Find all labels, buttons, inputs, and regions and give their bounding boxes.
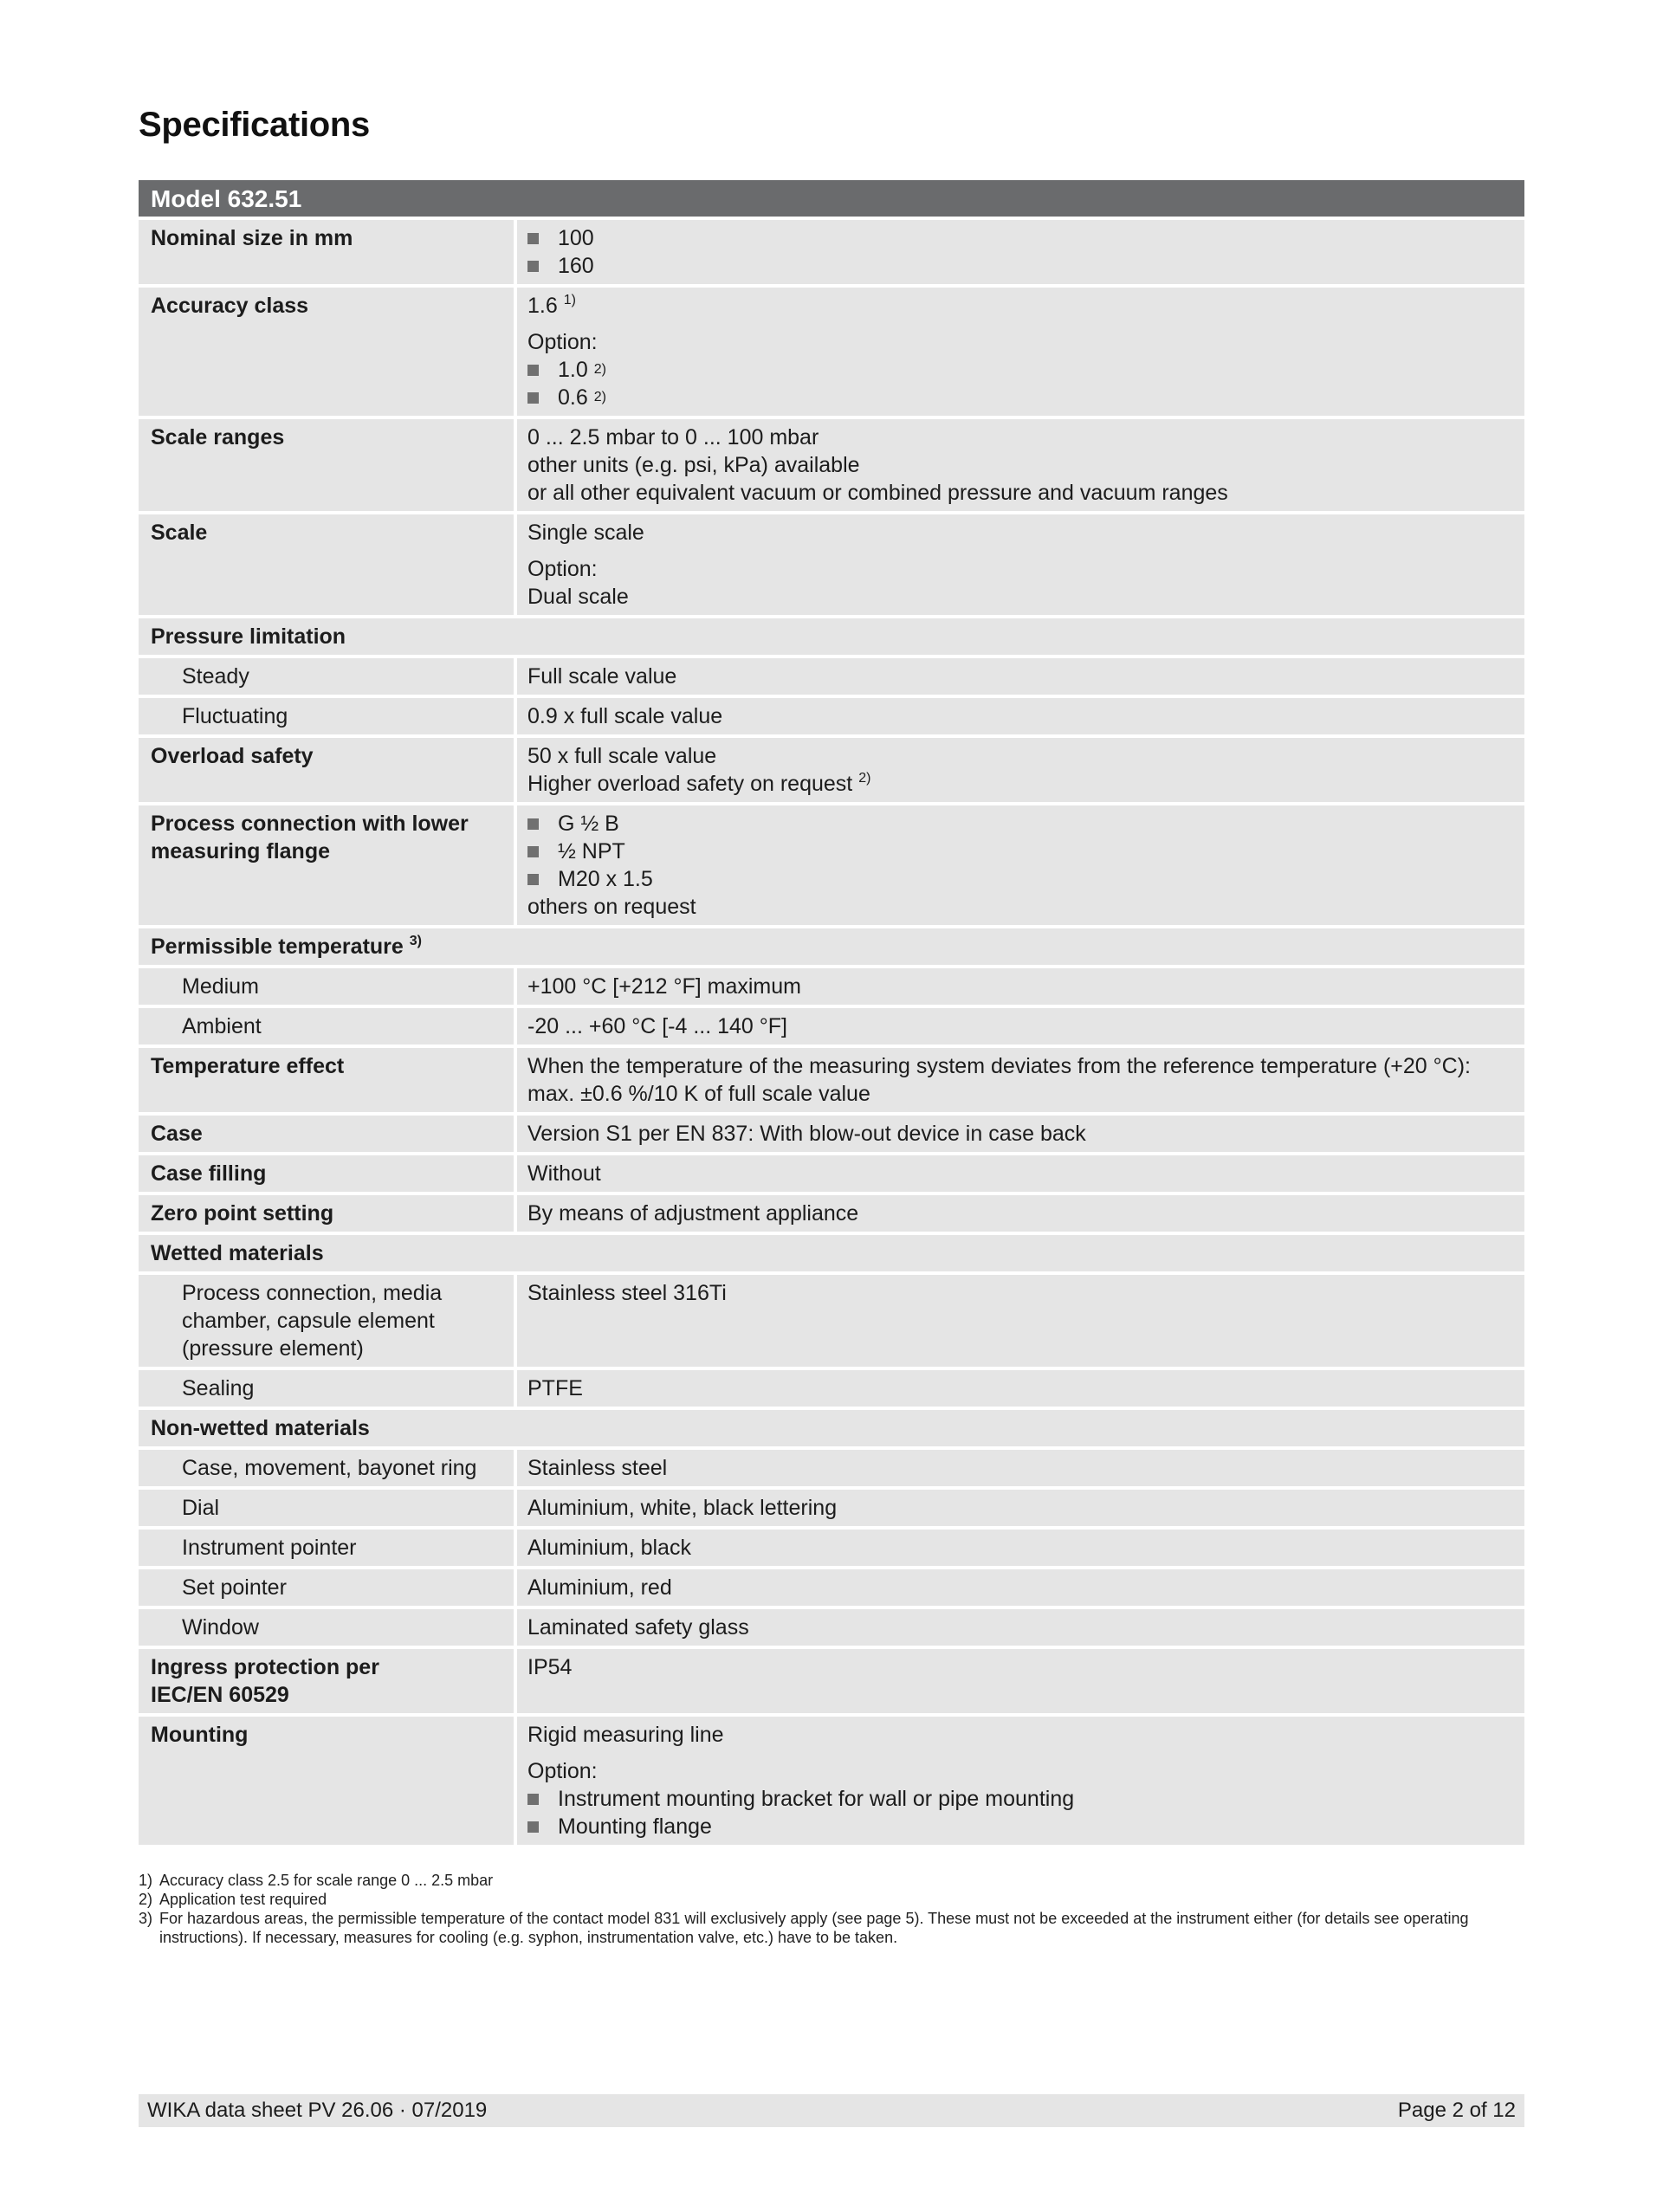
spec-row-set-pointer [139, 1569, 1524, 1606]
list-item [527, 252, 1512, 280]
bullet-square-icon [527, 1821, 539, 1833]
spec-row-case-filling [139, 1155, 1524, 1192]
model-header: Model 632.51 [139, 180, 1524, 217]
spec-row-zero-point-setting [139, 1195, 1524, 1232]
spec-row-fluctuating [139, 698, 1524, 734]
footer-document-id: WIKA data sheet PV 26.06 · 07/2019 [147, 2099, 488, 2122]
footnote-text: Application test required [159, 1891, 327, 1908]
footnotes [139, 1871, 1524, 1947]
option-label: Option: [527, 1759, 598, 1783]
spec-label: Zero point setting [139, 1195, 514, 1232]
spec-row-pressure-limitation [139, 618, 1524, 655]
specifications-table [139, 180, 1524, 1848]
list-item-text: G ½ B [558, 812, 619, 836]
spec-label: Case [139, 1116, 514, 1152]
bullet-square-icon [527, 392, 539, 404]
footnote-ref: 1) [563, 293, 576, 307]
spec-value: PTFE [517, 1370, 1524, 1407]
bullet-square-icon [527, 874, 539, 885]
spec-label: Accuracy class [139, 288, 514, 416]
spec-sublabel: Ambient [139, 1008, 514, 1045]
spec-sublabel: Instrument pointer [139, 1530, 514, 1566]
spec-sublabel: Sealing [139, 1370, 514, 1407]
spec-value: +100 °C [+212 °F] maximum [517, 968, 1524, 1005]
spec-sublabel: Case, movement, bayonet ring [139, 1450, 514, 1486]
value-line: 50 x full scale value [527, 744, 717, 768]
spec-value [517, 220, 1524, 284]
list-item [527, 810, 1512, 838]
spec-sublabel: Set pointer [139, 1569, 514, 1606]
value-line: 0 ... 2.5 mbar to 0 ... 100 mbar [527, 425, 819, 450]
footnote-number: 1) [139, 1872, 153, 1889]
list-item-text: 160 [558, 254, 594, 278]
spec-label: Mounting [139, 1717, 514, 1845]
spec-sublabel: Steady [139, 658, 514, 695]
bullet-square-icon [527, 818, 539, 830]
list-item [527, 1785, 1512, 1813]
list-item [527, 865, 1512, 893]
spec-row-mounting [139, 1717, 1524, 1845]
spec-sublabel: Fluctuating [139, 698, 514, 734]
spec-row-scale-ranges [139, 419, 1524, 511]
section-label: Pressure limitation [139, 618, 1524, 655]
list-item-text: 1.0 [558, 358, 588, 382]
value-line: Dual scale [527, 585, 629, 609]
spec-row-temperature-effect [139, 1048, 1524, 1112]
bullet-square-icon [527, 233, 539, 244]
section-label [139, 928, 1524, 965]
spec-value [517, 805, 1524, 925]
spec-value: IP54 [517, 1649, 1524, 1713]
spec-sublabel: Window [139, 1609, 514, 1646]
spec-row-overload-safety [139, 738, 1524, 802]
page-footer [139, 2094, 1524, 2127]
section-label-text: Permissible temperature [151, 935, 404, 959]
value-line: others on request [527, 895, 696, 919]
spec-label [139, 1649, 514, 1713]
footnote-number: 3) [139, 1910, 153, 1927]
list-item: 1.0 2) [527, 356, 1512, 384]
list-item [527, 838, 1512, 865]
footnote-ref: 2) [858, 771, 871, 786]
spec-row-dial [139, 1490, 1524, 1526]
list-item-text: M20 x 1.5 [558, 867, 653, 891]
spec-value: Full scale value [517, 658, 1524, 695]
spec-label: Case filling [139, 1155, 514, 1192]
spec-row-case-movement [139, 1450, 1524, 1486]
spec-row-steady [139, 658, 1524, 695]
spec-value [517, 514, 1524, 615]
list-item-text: Instrument mounting bracket for wall or pipe mounting [558, 1787, 1075, 1811]
spec-value [517, 1717, 1524, 1845]
spec-value: Aluminium, black [517, 1530, 1524, 1566]
value-line: When the temperature of the measuring system deviates from the reference temperature (+20 °C): [527, 1054, 1471, 1078]
spec-label: Nominal size in mm [139, 220, 514, 284]
footnote-number: 2) [139, 1891, 153, 1908]
list-item: 0.6 2) [527, 384, 1512, 411]
value-line: Single scale [527, 521, 644, 545]
spec-value: -20 ... +60 °C [-4 ... 140 °F] [517, 1008, 1524, 1045]
spec-value [517, 738, 1524, 802]
section-label: Wetted materials [139, 1235, 1524, 1271]
label-line: Ingress protection per [151, 1655, 379, 1679]
spec-value: Aluminium, white, black lettering [517, 1490, 1524, 1526]
value-text: 1.6 [527, 294, 558, 318]
spec-row-nominal-size [139, 220, 1524, 284]
footnote [139, 1909, 1524, 1947]
spec-value [517, 1048, 1524, 1112]
spec-row-scale [139, 514, 1524, 615]
spec-row-non-wetted-materials [139, 1410, 1524, 1446]
spec-value: Aluminium, red [517, 1569, 1524, 1606]
spec-row-sealing [139, 1370, 1524, 1407]
footer-page-number: Page 2 of 12 [1397, 2099, 1516, 2122]
spec-value: By means of adjustment appliance [517, 1195, 1524, 1232]
spec-row-window [139, 1609, 1524, 1646]
spec-row-permissible-temperature [139, 928, 1524, 965]
spec-row-ambient [139, 1008, 1524, 1045]
spec-row-wetted-materials [139, 1235, 1524, 1271]
footnote [139, 1890, 1524, 1909]
value-line: Rigid measuring line [527, 1723, 724, 1747]
footnote-text: For hazardous areas, the permissible temperature of the contact model 831 will exclusively apply (see page 5). These must not be exceeded at the instrument either (for details see operating instructions). If necessary, measures for cooling (e.g. syphon, instrumentation valve, etc.) have to be taken. [159, 1910, 1469, 1946]
value-line: other units (e.g. psi, kPa) available [527, 453, 860, 477]
option-label: Option: [527, 330, 598, 354]
footnote-ref: 3) [409, 934, 422, 948]
spec-value: Stainless steel 316Ti [517, 1275, 1524, 1367]
spec-value [517, 419, 1524, 511]
section-label: Non-wetted materials [139, 1410, 1524, 1446]
spec-row-process-connection-media [139, 1275, 1524, 1367]
list-item [527, 1813, 1512, 1840]
spec-value: Stainless steel [517, 1450, 1524, 1486]
footnote-text: Accuracy class 2.5 for scale range 0 ... 2.5 mbar [159, 1872, 494, 1889]
spec-row-accuracy-class [139, 288, 1524, 416]
spec-row-instrument-pointer [139, 1530, 1524, 1566]
spec-label: Process connection with lower measuring flange [139, 805, 514, 925]
list-item-text: Mounting flange [558, 1814, 712, 1839]
spec-label: Overload safety [139, 738, 514, 802]
value-line: max. ±0.6 %/10 K of full scale value [527, 1082, 870, 1106]
label-line: IEC/EN 60529 [151, 1683, 289, 1707]
spec-row-case [139, 1116, 1524, 1152]
spec-row-medium [139, 968, 1524, 1005]
spec-value: 0.9 x full scale value [517, 698, 1524, 734]
bullet-square-icon [527, 261, 539, 272]
value-line: or all other equivalent vacuum or combined pressure and vacuum ranges [527, 481, 1228, 505]
page-title: Specifications [139, 106, 370, 144]
spec-value: Laminated safety glass [517, 1609, 1524, 1646]
spec-row-ingress-protection [139, 1649, 1524, 1713]
spec-label: Scale [139, 514, 514, 615]
value-line: Higher overload safety on request [527, 772, 853, 796]
bullet-square-icon [527, 365, 539, 376]
spec-label: Temperature effect [139, 1048, 514, 1112]
list-item [527, 224, 1512, 252]
list-item-text: 100 [558, 226, 594, 250]
spec-value [517, 288, 1524, 416]
list-item-text: 0.6 [558, 385, 588, 410]
list-item-text: ½ NPT [558, 839, 625, 863]
spec-label: Scale ranges [139, 419, 514, 511]
spec-sublabel: Process connection, media chamber, capsule element (pressure element) [139, 1275, 514, 1367]
spec-value: Version S1 per EN 837: With blow-out device in case back [517, 1116, 1524, 1152]
spec-row-process-connection [139, 805, 1524, 925]
spec-sublabel: Medium [139, 968, 514, 1005]
spec-value: Without [517, 1155, 1524, 1192]
spec-sublabel: Dial [139, 1490, 514, 1526]
footnote [139, 1871, 1524, 1890]
option-label: Option: [527, 557, 598, 581]
bullet-square-icon [527, 1794, 539, 1805]
bullet-square-icon [527, 846, 539, 857]
